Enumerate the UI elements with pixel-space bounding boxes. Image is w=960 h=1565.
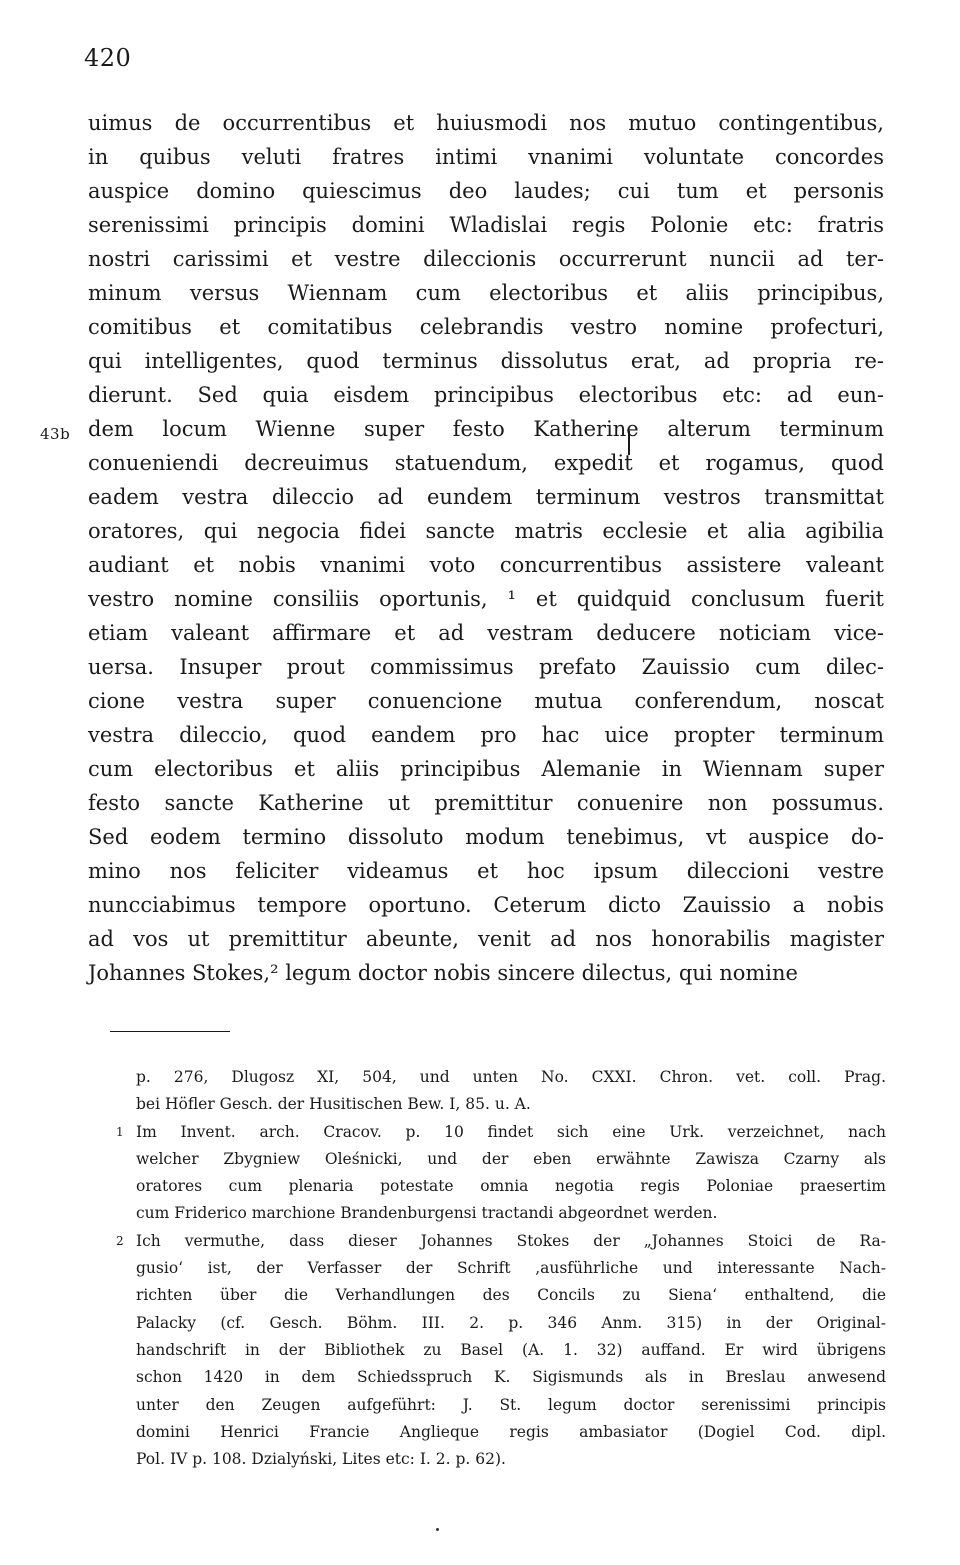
- body-line: mino nos feliciter videamus et hoc ipsum dileccioni vestre: [88, 859, 884, 883]
- body-line: dierunt. Sed quia eisdem principibus electoribus etc: ad eun-: [88, 383, 884, 407]
- footnote-text: bei Höfler Gesch. der Husitischen Bew. I, 85. u. A.: [136, 1095, 531, 1114]
- body-text: [88, 106, 884, 990]
- footnote-text: p. 276, Dlugosz XI, 504, und unten No. CXXI. Chron. vet. coll. Prag.: [136, 1068, 886, 1086]
- body-line: conueniendi decreuimus statuendum, expedit et rogamus, quod: [88, 451, 884, 475]
- bottom-dot: [436, 1528, 439, 1531]
- body-line: audiant et nobis vnanimi voto concurrentibus assistere valeant: [88, 553, 884, 577]
- body-line: uimus de occurrentibus et huiusmodi nos mutuo contingentibus,: [88, 111, 884, 135]
- body-line: in quibus veluti fratres intimi vnanimi voluntate concordes: [88, 145, 884, 169]
- footnote-line: [116, 1064, 886, 1091]
- footnote-line: [116, 1173, 886, 1200]
- footnote-line: [116, 1337, 886, 1364]
- body-line: serenissimi principis domini Wladislai regis Polonie etc: fratris: [88, 213, 884, 237]
- footnote-text: welcher Zbygniew Oleśnicki, und der eben erwähnte Zawisza Czarny als: [136, 1149, 886, 1168]
- footnote-text: gusio‘ ist, der Verfasser der Schrift ‚ausführliche und interessante Nach-: [136, 1259, 886, 1278]
- footnote-line: [116, 1392, 886, 1419]
- footnote-text: Pol. IV p. 108. Dzialyński, Lites etc: I. 2. p. 62).: [136, 1450, 506, 1469]
- footnote-marker: 2: [116, 1233, 124, 1248]
- body-line: Johannes Stokes,² legum doctor nobis sincere dilectus, qui nomine: [88, 961, 798, 985]
- footnote-line: [116, 1364, 886, 1391]
- body-line: cum electoribus et aliis principibus Alemanie in Wiennam super: [88, 757, 884, 781]
- footnote-line: [116, 1446, 886, 1473]
- footnote-text: Ich vermuthe, dass dieser Johannes Stokes der „Johannes Stoici de Ra-: [136, 1231, 886, 1250]
- body-line: cione vestra super conuencione mutua conferendum, noscat: [88, 689, 884, 713]
- body-line: uersa. Insuper prout commissimus prefato Zauissio cum dilec-: [88, 655, 884, 679]
- footnote-marker: 1: [116, 1124, 124, 1139]
- footnote-line: [116, 1310, 886, 1337]
- footnote-text: cum Friderico marchione Brandenburgensi tractandi abgeordnet werden.: [136, 1204, 718, 1223]
- body-line: Sed eodem termino dissoluto modum tenebimus, vt auspice do-: [88, 825, 884, 849]
- body-line: eadem vestra dileccio ad eundem terminum vestros transmittat: [88, 485, 884, 509]
- body-line: auspice domino quiescimus deo laudes; cui tum et personis: [88, 179, 884, 203]
- body-line: vestro nomine consiliis oportunis, ¹ et quidquid conclusum fuerit: [88, 587, 884, 611]
- footnote-text: richten über die Verhandlungen des Concils zu Siena‘ enthaltend, die: [136, 1286, 886, 1305]
- footnote-line: [116, 1146, 886, 1173]
- footnote-line: [116, 1419, 886, 1446]
- footnote-rule: [110, 1031, 230, 1032]
- margin-note: 43b: [40, 425, 71, 443]
- footnote-line: [116, 1228, 886, 1255]
- body-line: oratores, qui negocia fidei sancte matris ecclesie et alia agibilia: [88, 519, 884, 543]
- footnote-text: schon 1420 in dem Schiedsspruch K. Sigismunds als in Breslau anwesend: [136, 1368, 886, 1387]
- footnote-line: [116, 1282, 886, 1309]
- footnote-line: [116, 1255, 886, 1282]
- body-line: vestra dileccio, quod eandem pro hac uice propter terminum: [88, 723, 884, 747]
- footnote-text: domini Henrici Francie Anglieque regis ambasiator (Dogiel Cod. dipl.: [136, 1422, 886, 1441]
- footnote-text: Im Invent. arch. Cracov. p. 10 findet sich eine Urk. verzeichnet, nach: [136, 1122, 886, 1141]
- body-line: festo sancte Katherine ut premittitur conuenire non possumus.: [88, 791, 884, 815]
- footnote-line: [116, 1119, 886, 1146]
- body-line: comitibus et comitatibus celebrandis vestro nomine profecturi,: [88, 315, 884, 339]
- footnote-line: [116, 1091, 886, 1118]
- body-line: minum versus Wiennam cum electoribus et aliis principibus,: [88, 281, 884, 305]
- footnote-text: oratores cum plenaria potestate omnia negotia regis Poloniae praesertim: [136, 1177, 886, 1196]
- footnotes: [116, 1064, 886, 1473]
- footnote-line: [116, 1200, 886, 1227]
- footnote-text: Palacky (cf. Gesch. Böhm. III. 2. p. 346 Anm. 315) in der Original-: [136, 1313, 886, 1332]
- footnote-text: handschrift in der Bibliothek zu Basel (A. 1. 32) auffand. Er wird übrigens: [136, 1340, 886, 1359]
- body-line: nostri carissimi et vestre dileccionis occurrerunt nuncii ad ter-: [88, 247, 884, 271]
- body-line: nuncciabimus tempore oportuno. Ceterum dicto Zauissio a nobis: [88, 893, 884, 917]
- body-line: ad vos ut premittitur abeunte, venit ad nos honorabilis magister: [88, 927, 884, 951]
- footnote-text: unter den Zeugen aufgeführt: J. St. legum doctor serenissimi principis: [136, 1395, 886, 1414]
- body-line: qui intelligentes, quod terminus dissolutus erat, ad propria re-: [88, 349, 884, 373]
- body-line: etiam valeant affirmare et ad vestram deducere noticiam vice-: [88, 621, 884, 645]
- body-line: dem locum Wienne super festo Katherine alterum terminum: [88, 417, 884, 441]
- page-number: 420: [84, 44, 132, 72]
